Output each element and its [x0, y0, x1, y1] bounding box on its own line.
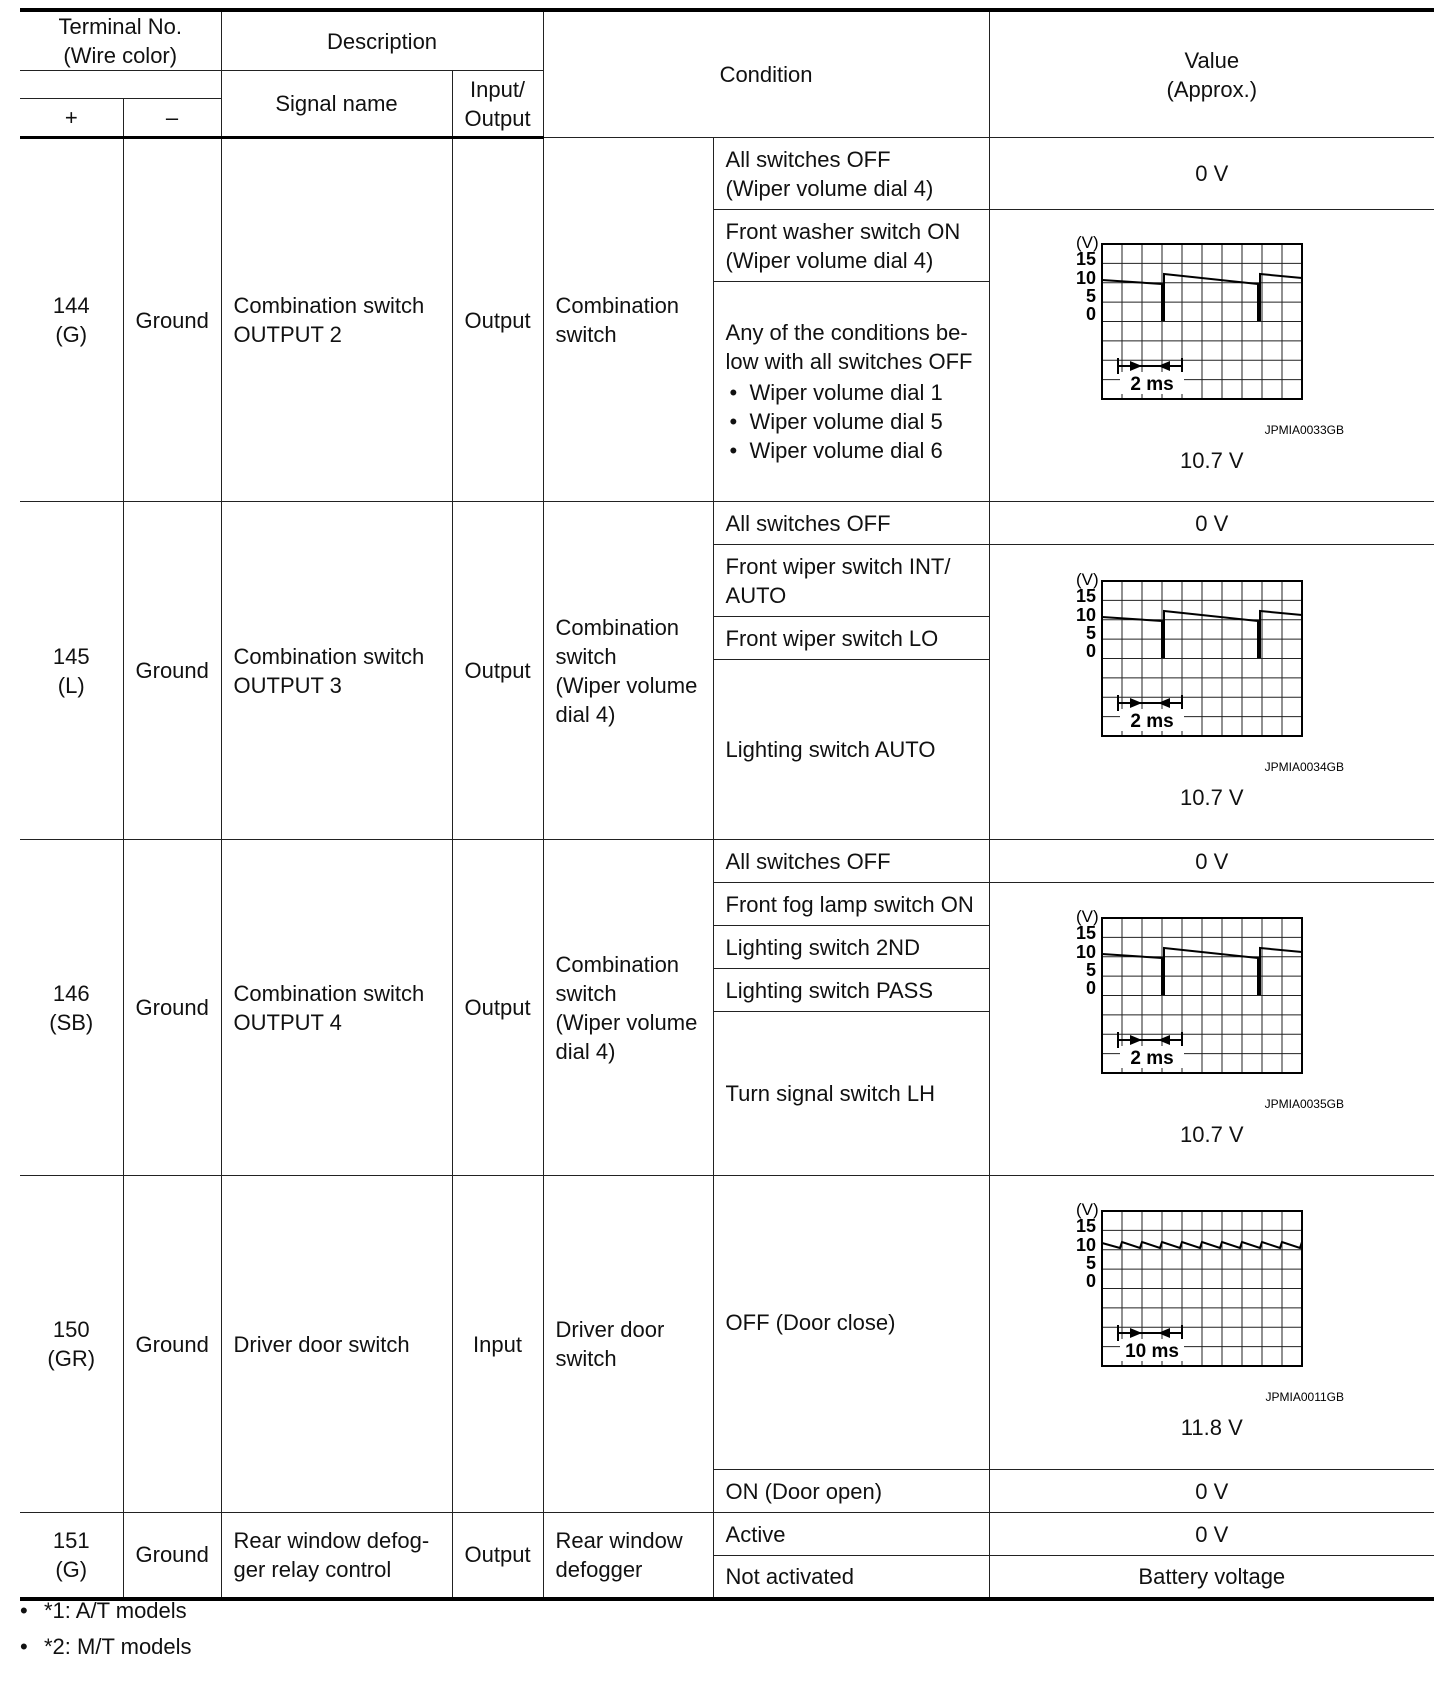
- footnote-item: • *1: A/T models: [20, 1598, 187, 1623]
- signal-name: Combination switch OUTPUT 4: [221, 840, 452, 1176]
- axis-tick-label: 15: [1075, 922, 1096, 943]
- figure-code: JPMIA0035GB: [1264, 1096, 1344, 1111]
- header-value: Value (Approx.): [989, 10, 1434, 138]
- terminal-spec-table: [20, 8, 1434, 1601]
- footnotes: [20, 1593, 192, 1665]
- table-row: [20, 1513, 1434, 1556]
- axis-unit-label: (V): [1075, 236, 1099, 252]
- axis-tick-label: 15: [1075, 249, 1096, 269]
- condition-sub: Front washer switch ON (Wiper volume dial 4): [713, 210, 989, 282]
- axis-tick-label: 5: [1085, 286, 1096, 306]
- axis-tick-label: 10: [1075, 1235, 1096, 1255]
- ground-terminal: Ground: [123, 1176, 221, 1513]
- input-output: Input: [452, 1176, 543, 1513]
- condition-main: Combination switch (Wiper volume dial 4): [543, 502, 713, 840]
- period-arrow-left: [1158, 361, 1170, 371]
- condition-sub: OFF (Door close): [713, 1176, 989, 1470]
- waveform-chart: [1062, 1203, 1362, 1413]
- value-cell: Battery voltage: [989, 1556, 1434, 1599]
- axis-tick-label: 5: [1085, 1253, 1096, 1273]
- table-row: [20, 840, 1434, 883]
- header-terminal-spacer: [20, 71, 221, 99]
- waveform-value: 10.7 V: [1179, 1121, 1244, 1147]
- value-cell: 0 V: [989, 138, 1434, 210]
- ground-terminal: Ground: [123, 502, 221, 840]
- header-input-output: Input/ Output: [452, 71, 543, 138]
- header-plus: +: [20, 99, 123, 138]
- terminal-number: 144 (G): [20, 138, 123, 502]
- waveform-value: 10.7 V: [1179, 784, 1244, 810]
- header-minus: –: [123, 99, 221, 138]
- input-output: Output: [452, 1513, 543, 1599]
- condition-sub: All switches OFF: [713, 840, 989, 883]
- input-output: Output: [452, 138, 543, 502]
- header-row-1: [20, 10, 1434, 71]
- condition-sub: Not activated: [713, 1556, 989, 1599]
- condition-sub: Front wiper switch LO: [713, 617, 989, 660]
- condition-bullet-list: [726, 378, 977, 465]
- condition-sub: Lighting switch PASS: [713, 969, 989, 1012]
- axis-tick-label: 10: [1075, 268, 1096, 288]
- axis-tick-label: 5: [1085, 622, 1096, 643]
- figure-code: JPMIA0033GB: [1264, 423, 1344, 437]
- signal-name: Rear window defog- ger relay control: [221, 1513, 452, 1599]
- list-item: • Wiper volume dial 5: [729, 409, 943, 434]
- condition-sub: ON (Door open): [713, 1470, 989, 1513]
- terminal-spec-document: [20, 8, 1434, 1601]
- signal-name: Driver door switch: [221, 1176, 452, 1513]
- period-arrow-right: [1130, 1328, 1142, 1338]
- header-terminal-no: Terminal No. (Wire color): [20, 10, 221, 71]
- axis-tick-label: 0: [1085, 1271, 1096, 1291]
- waveform-value-cell: [989, 883, 1434, 1176]
- waveform-value: 10.7 V: [1179, 448, 1244, 473]
- input-output: Output: [452, 840, 543, 1176]
- period-label: 2 ms: [1130, 374, 1174, 395]
- period-label: 10 ms: [1124, 1341, 1179, 1362]
- waveform-chart: [1062, 236, 1362, 446]
- value-cell: 0 V: [989, 1470, 1434, 1513]
- signal-name: Combination switch OUTPUT 3: [221, 502, 452, 840]
- axis-tick-label: 5: [1085, 959, 1096, 980]
- waveform-chart: [1062, 910, 1362, 1120]
- list-item: • Wiper volume dial 1: [729, 380, 943, 405]
- axis-unit-label: (V): [1075, 1203, 1099, 1219]
- condition-sub: Lighting switch AUTO: [713, 660, 989, 840]
- list-item: • Wiper volume dial 6: [729, 438, 943, 463]
- condition-sub: Lighting switch 2ND: [713, 926, 989, 969]
- header-signal-name: Signal name: [221, 71, 452, 138]
- axis-tick-label: 10: [1075, 604, 1096, 625]
- condition-sub: Front fog lamp switch ON: [713, 883, 989, 926]
- condition-main: Rear window defogger: [543, 1513, 713, 1599]
- period-arrow-left: [1158, 1035, 1170, 1045]
- signal-name: Combination switch OUTPUT 2: [221, 138, 452, 502]
- figure-code: JPMIA0011GB: [1265, 1390, 1344, 1404]
- condition-main: Driver door switch: [543, 1176, 713, 1513]
- waveform-value: 11.8 V: [1180, 1415, 1243, 1440]
- condition-sub: Turn signal switch LH: [713, 1012, 989, 1176]
- waveform-chart: [1062, 573, 1362, 783]
- axis-tick-label: 15: [1075, 585, 1096, 606]
- ground-terminal: Ground: [123, 840, 221, 1176]
- condition-sub: All switches OFF (Wiper volume dial 4): [713, 138, 989, 210]
- condition-main: Combination switch: [543, 138, 713, 502]
- axis-tick-label: 0: [1085, 977, 1096, 998]
- table-row: [20, 138, 1434, 210]
- period-label: 2 ms: [1130, 1047, 1174, 1069]
- condition-sub: Any of the conditions be- low with all switches OFF • Wiper volume dial 1 • Wiper volume dial 5 • Wiper volume dial 6: [713, 282, 989, 502]
- header-description: Description: [221, 10, 543, 71]
- figure-code: JPMIA0034GB: [1264, 759, 1344, 774]
- period-arrow-right: [1130, 1035, 1142, 1045]
- value-cell: 0 V: [989, 1513, 1434, 1556]
- waveform-value-cell: [989, 545, 1434, 840]
- footnote-item: • *2: M/T models: [20, 1634, 192, 1659]
- table-row: [20, 502, 1434, 545]
- period-arrow-right: [1130, 361, 1142, 371]
- condition-sub: All switches OFF: [713, 502, 989, 545]
- axis-tick-label: 0: [1085, 304, 1096, 324]
- table-row: [20, 1176, 1434, 1470]
- ground-terminal: Ground: [123, 1513, 221, 1599]
- period-label: 2 ms: [1130, 710, 1174, 732]
- terminal-number: 145 (L): [20, 502, 123, 840]
- axis-tick-label: 10: [1075, 941, 1096, 962]
- axis-unit-label: (V): [1075, 572, 1099, 589]
- terminal-number: 150 (GR): [20, 1176, 123, 1513]
- value-cell: 0 V: [989, 502, 1434, 545]
- period-arrow-left: [1158, 1328, 1170, 1338]
- period-arrow-right: [1130, 698, 1142, 708]
- ground-terminal: Ground: [123, 138, 221, 502]
- input-output: Output: [452, 502, 543, 840]
- waveform-value-cell: [989, 210, 1434, 502]
- waveform-value-cell: [989, 1176, 1434, 1470]
- header-condition: Condition: [543, 10, 989, 138]
- condition-main: Combination switch (Wiper volume dial 4): [543, 840, 713, 1176]
- value-cell: 0 V: [989, 840, 1434, 883]
- axis-tick-label: 15: [1075, 1216, 1096, 1236]
- terminal-number: 146 (SB): [20, 840, 123, 1176]
- axis-unit-label: (V): [1075, 909, 1099, 926]
- period-arrow-left: [1158, 698, 1170, 708]
- axis-tick-label: 0: [1085, 640, 1096, 661]
- condition-sub: Front wiper switch INT/ AUTO: [713, 545, 989, 617]
- terminal-number: 151 (G): [20, 1513, 123, 1599]
- condition-sub: Active: [713, 1513, 989, 1556]
